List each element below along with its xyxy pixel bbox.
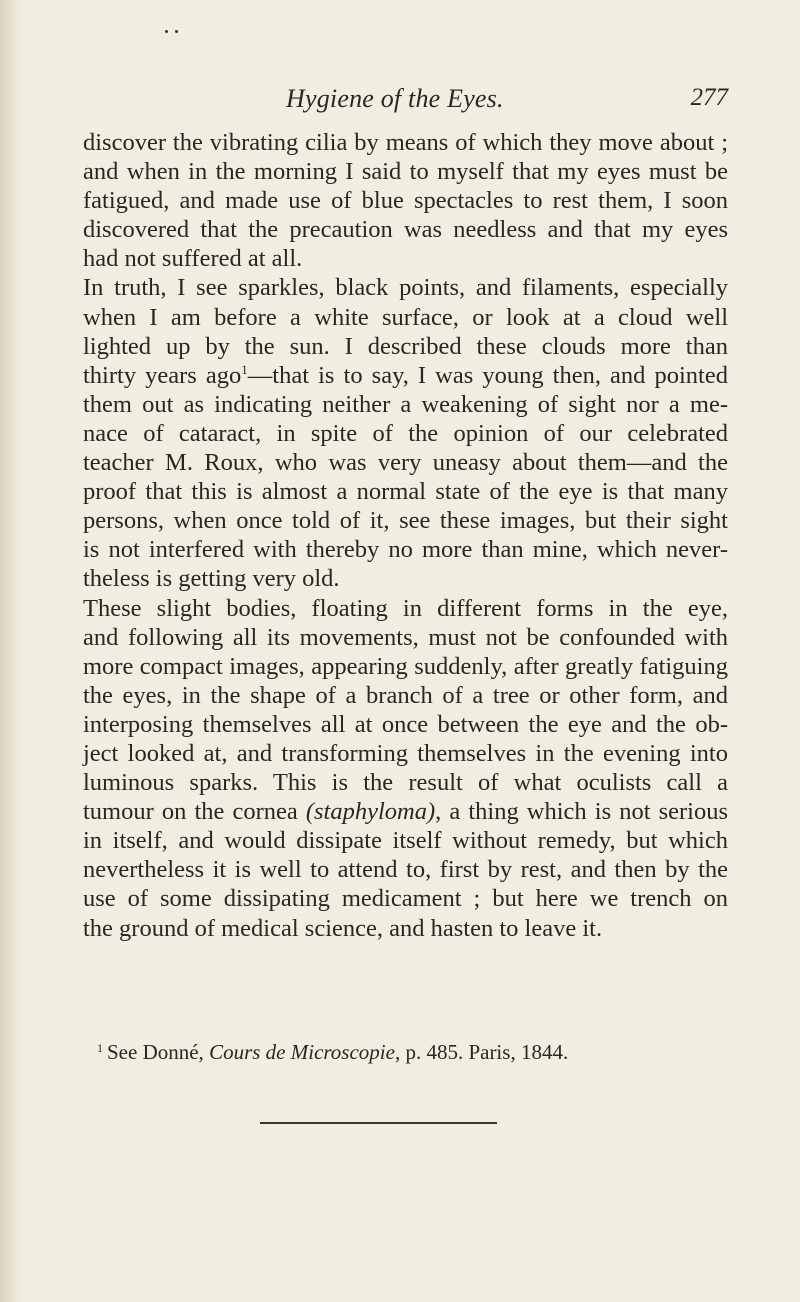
paragraph-3: [83, 594, 728, 943]
text-line: persons, when once told of it, see these images, but their sight: [83, 507, 728, 535]
text-line: theless is getting very old.: [83, 565, 340, 593]
binding-edge: [0, 0, 22, 1302]
text-line: proof that this is almost a normal state of the eye is that many: [83, 478, 728, 506]
text-line: discovered that the precaution was needless and that my eyes: [83, 216, 728, 244]
text-line: lighted up by the sun. I described these clouds more than: [83, 332, 728, 360]
text-line: nace of cataract, in spite of the opinion of our celebrated: [83, 419, 728, 447]
text-line: when I am before a white surface, or look at a cloud well: [83, 303, 728, 331]
page-header: [83, 84, 728, 118]
text-line: ject looked at, and transforming themselves in the evening into: [83, 739, 728, 767]
text-line: is not interfered with thereby no more than mine, which never-: [83, 536, 728, 564]
footnote-marker: 1: [97, 1041, 103, 1055]
text-line: and when in the morning I said to myself that my eyes must be: [83, 158, 728, 186]
text-line: and following all its movements, must not be confounded with: [83, 623, 728, 651]
italic-term: (staphyloma): [305, 798, 436, 826]
footnote-work-title: Cours de Microscopie: [209, 1040, 395, 1064]
paragraph-2: [83, 273, 728, 593]
text-line: interposing themselves all at once between the eye and the ob-: [83, 710, 728, 738]
text-line: use of some dissipating medicament ; but here we trench on: [83, 885, 728, 913]
text-line: In truth, I see sparkles, black points, and filaments, especially: [83, 274, 728, 302]
text-fragment: tumour on the cornea: [83, 798, 306, 826]
text-fragment: , a thing which is not serious: [435, 798, 728, 826]
text-line: in itself, and would dissipate itself without remedy, but which: [83, 827, 728, 855]
running-title: Hygiene of the Eyes.: [286, 84, 504, 113]
text-line: fatigued, and made use of blue spectacles to rest them, I soon: [83, 187, 728, 215]
text-line: more compact images, appearing suddenly, after greatly fatiguing: [83, 652, 728, 680]
text-line: the eyes, in the shape of a branch of a tree or other form, and: [83, 681, 728, 709]
footnote-prefix: See Donné,: [107, 1040, 210, 1064]
text-line: had not suffered at all.: [83, 245, 303, 273]
footer-rule: [260, 1122, 497, 1124]
text-line: discover the vibrating cilia by means of which they move about ;: [83, 129, 728, 156]
paragraph-1: [83, 128, 728, 273]
print-specks: [165, 30, 195, 40]
text-line: [83, 361, 728, 390]
body-text: [83, 128, 728, 943]
text-line: [83, 797, 728, 826]
text-fragment: thirty years ago: [83, 361, 242, 389]
text-line: them out as indicating neither a weakening of sight nor a me-: [83, 390, 728, 418]
text-fragment: —that is to say, I was young then, and pointed: [247, 361, 728, 389]
text-line: luminous sparks. This is the result of what oculists call a: [83, 769, 728, 797]
footnote: [83, 1039, 787, 1065]
page-number: 277: [690, 84, 728, 111]
text-line: teacher M. Roux, who was very uneasy about them—and the: [83, 449, 728, 477]
text-line: nevertheless it is well to attend to, first by rest, and then by the: [83, 856, 728, 884]
text-line: These slight bodies, floating in different forms in the eye,: [83, 594, 728, 622]
footnote-reference: 1: [241, 361, 248, 377]
text-line: the ground of medical science, and hasten to leave it.: [83, 914, 603, 942]
book-page: [83, 0, 773, 1302]
footnote-suffix: , p. 485. Paris, 1844.: [394, 1040, 569, 1064]
